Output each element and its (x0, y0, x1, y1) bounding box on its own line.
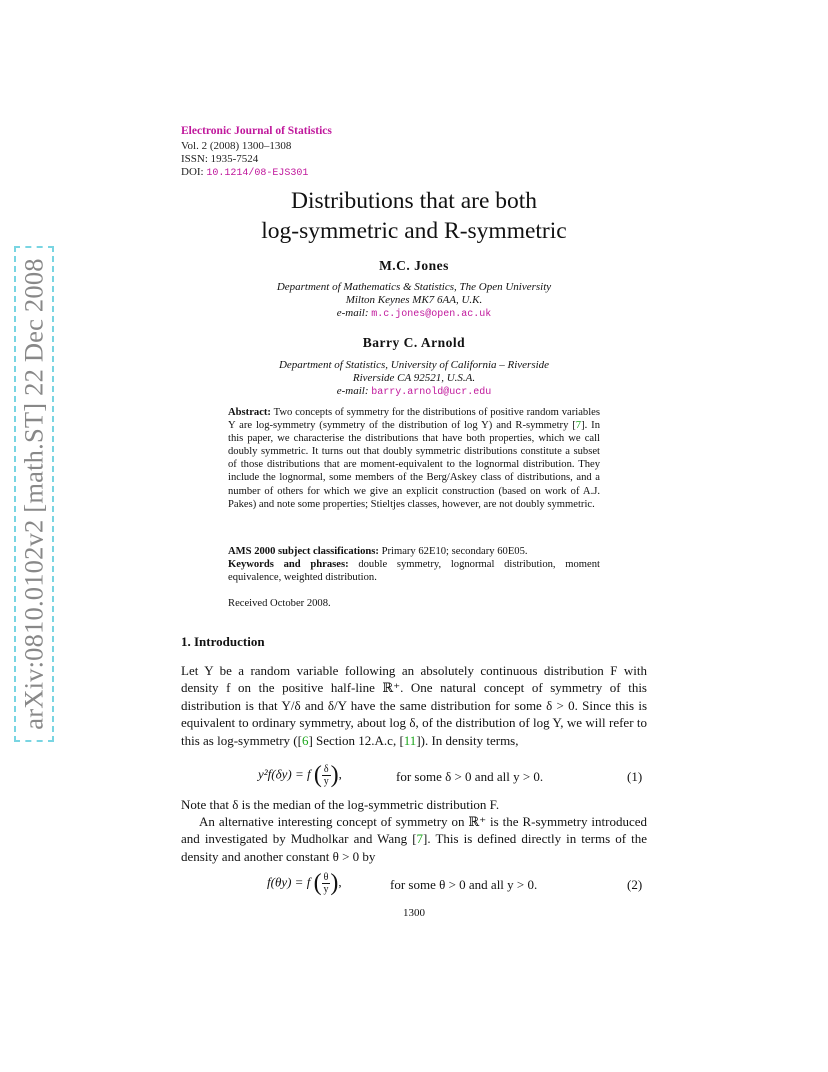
author-affiliation: Department of Statistics, University of California – Riverside (278, 359, 550, 371)
section-heading: 1. Introduction (181, 634, 265, 649)
median-note: Note that δ is the median of the log-symmetric distribution F. (181, 797, 500, 812)
journal-volume: Vol. 2 (2008) 1300–1308 (181, 140, 292, 152)
email-label: e-mail: (336, 385, 369, 397)
author-address: Milton Keynes MK7 6AA, U.K. (345, 294, 483, 306)
eq1-lhs: y²f(δy) = f (258, 766, 311, 782)
citation-link[interactable]: 6 (301, 732, 309, 748)
abstract (228, 406, 600, 511)
page-number: 1300 (403, 907, 425, 919)
title-line-2: log-symmetric and R-symmetric (261, 218, 567, 244)
paper-title (181, 186, 647, 246)
eq2-denominator: y (323, 884, 329, 895)
author-email-link[interactable]: barry.arnold@ucr.edu (371, 387, 492, 398)
paragraph-r-symmetry (181, 813, 647, 865)
keywords-text: double symmetry, lognormal distribution, moment equivalence, weighted distribution. (228, 559, 600, 584)
citation-link[interactable]: 7 (575, 420, 582, 432)
journal-doi-line (181, 166, 308, 179)
equation-2: f(θy) = f ( $\frac{\theta}{y}$ ), (267, 870, 342, 896)
doi-link[interactable]: 10.1214/08-EJS301 (206, 168, 309, 179)
ams-label: AMS 2000 subject classifications: (228, 546, 379, 557)
author-name: Barry C. Arnold (362, 335, 466, 350)
eq1-denominator: y (323, 776, 329, 787)
arxiv-side-stamp (14, 246, 58, 744)
journal-issn: ISSN: 1935-7524 (181, 153, 259, 165)
eq2-condition: for some θ > 0 and all y > 0. (390, 877, 538, 892)
left-paren: ( (313, 870, 322, 896)
eq1-number: (1) (627, 769, 643, 784)
ams-text: Primary 62E10; secondary 60E05. (378, 546, 528, 557)
para2-text-b: ]. This is defined directly in terms of the density and another constant θ > 0 by (181, 831, 647, 864)
abstract-text-a: Two concepts of symmetry for the distributions of positive random variables Y are log-symmetry (symmetry of the distribution of log Y) and R-symmetry [ (228, 407, 600, 432)
abstract-label: Abstract: (228, 407, 271, 418)
paragraph-intro (181, 662, 647, 749)
eq2-lhs: f(θy) = f (267, 874, 311, 890)
author-affiliation: Department of Mathematics & Statistics, The Open University (276, 281, 552, 293)
author-email-line (181, 385, 647, 399)
para1-text-c: ]). In density terms, (416, 732, 519, 748)
equation-1: y²f(δy) = f ( $\frac{\delta}{y}$ ), (258, 762, 342, 788)
received-date: Received October 2008. (228, 598, 331, 609)
eq2-number: (2) (627, 877, 643, 892)
eq1-condition: for some δ > 0 and all y > 0. (396, 769, 544, 784)
citation-link[interactable]: 7 (416, 831, 424, 847)
right-paren: ) (330, 762, 339, 788)
right-paren: ) (330, 870, 339, 896)
eq1-numerator: δ (323, 764, 329, 775)
eq1-fraction (322, 764, 331, 787)
author-address: Riverside CA 92521, U.S.A. (352, 372, 476, 384)
author-name: M.C. Jones (379, 258, 449, 273)
subject-classifications (228, 545, 600, 584)
author-email-link[interactable]: m.c.jones@open.ac.uk (371, 309, 492, 320)
title-line-1: Distributions that are both (290, 188, 538, 214)
keywords-label: Keywords and phrases: (228, 559, 349, 571)
para2-text-a: An alternative interesting concept of symmetry on ℝ⁺ is the R-symmetry introduced and investigated by Mudholkar and Wang [ (181, 814, 647, 847)
doi-label: DOI: (181, 166, 204, 178)
journal-name: Electronic Journal of Statistics (181, 125, 332, 137)
author-email-line (181, 307, 647, 321)
email-label: e-mail: (336, 307, 369, 319)
eq2-numerator: θ (323, 872, 329, 883)
para1-text-b: ] Section 12.A.c, [ (308, 732, 404, 748)
arxiv-identifier: arXiv:0810.0102v2 [math.ST] 22 Dec 2008 (18, 258, 49, 730)
citation-link[interactable]: 11 (403, 732, 417, 748)
abstract-text-b: ]. In this paper, we characterise the distributions that have both properties, which we call doubly symmetric. It turns out that doubly symmetric distributions constitute a subset of those distributions that are moment-equivalent to the lognormal distribution. They include the lognormal, some members of the Berg/Askey class of distributions, and a number of others for which we give an explicit construction (based on work of A.J. Pakes) and note some properties; Stieltjes classes, however, are not doubly symmetric. (228, 420, 600, 510)
left-paren: ( (313, 762, 322, 788)
para1-text-a: Let Y be a random variable following an absolutely continuous distribution F with density f on the positive half-line ℝ⁺. One natural concept of symmetry of this distribution is that Y/δ and δ/Y have the same distribution for some δ > 0. Since this is equivalent to ordinary symmetry, about log δ, of the distribution of log Y, we will refer to this as log-symmetry ([ (181, 663, 647, 748)
